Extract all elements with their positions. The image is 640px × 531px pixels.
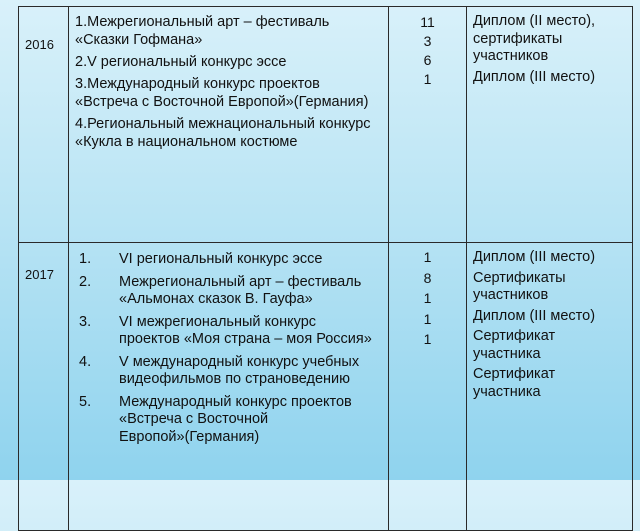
event-item: V международный конкурс учебных видеофильмов по страноведению — [119, 353, 360, 387]
list-number: 4. — [79, 353, 92, 370]
list-number: 2. — [79, 273, 92, 290]
event-item: VI межрегиональный конкурс проектов «Моя страна – моя Россия» — [119, 313, 372, 347]
participant-count: 1 — [423, 249, 432, 265]
year-label: 2017 — [25, 267, 54, 282]
table-row — [19, 243, 633, 531]
result-item: Диплом (II место), сертификаты участников — [473, 13, 596, 64]
participant-count: 3 — [423, 33, 432, 49]
participant-count: 6 — [423, 52, 432, 68]
event-item: 3.Международный конкурс проектов «Встреча с Восточной Европой»(Германия) — [75, 76, 369, 110]
result-item: Диплом (III место) — [473, 307, 596, 324]
event-item: 4.Региональный межнациональный конкурс «Кукла в национальном костюме — [75, 116, 371, 150]
participant-count: 8 — [423, 269, 432, 286]
results-cell — [467, 7, 633, 243]
event-item: Межрегиональный арт – фестиваль «Альмонах сказок В. Гауфа» — [119, 273, 362, 307]
participant-count: 11 — [420, 14, 435, 30]
year-cell — [19, 7, 69, 243]
results-cell — [467, 243, 633, 531]
result-item: Диплом (III место) — [473, 68, 596, 85]
events-cell — [69, 243, 389, 531]
list-item — [79, 394, 378, 447]
participant-count: 1 — [423, 71, 432, 87]
participants-cell — [389, 7, 467, 243]
event-item: Международный конкурс проектов «Встреча с Восточной Европой»(Германия) — [119, 393, 352, 445]
events-cell — [69, 7, 389, 243]
list-number: 3. — [79, 313, 92, 330]
event-item: VI региональный конкурс эссе — [119, 251, 323, 267]
result-item: Сертификат участника — [473, 328, 556, 362]
year-cell — [19, 243, 69, 531]
result-item: Диплом (III место) — [473, 249, 596, 265]
participant-count: 1 — [423, 331, 432, 347]
event-item: 1.Межрегиональный арт – фестиваль «Сказки Гофмана» — [75, 14, 330, 48]
event-list — [75, 251, 382, 446]
list-item — [79, 354, 378, 389]
year-label: 2016 — [25, 37, 54, 52]
list-item — [79, 251, 378, 269]
result-item: Сертификаты участников — [473, 269, 566, 303]
table-row — [19, 7, 633, 243]
achievements-table — [18, 6, 633, 531]
list-item — [79, 274, 378, 309]
participant-count: 1 — [423, 310, 432, 327]
list-number: 1. — [79, 251, 92, 267]
result-item: Сертификат участника — [473, 366, 556, 400]
participant-count: 1 — [423, 290, 432, 306]
list-item — [79, 314, 378, 349]
list-number: 5. — [79, 393, 92, 410]
event-item: 2.V региональный конкурс эссе — [75, 54, 287, 70]
participants-cell — [389, 243, 467, 531]
